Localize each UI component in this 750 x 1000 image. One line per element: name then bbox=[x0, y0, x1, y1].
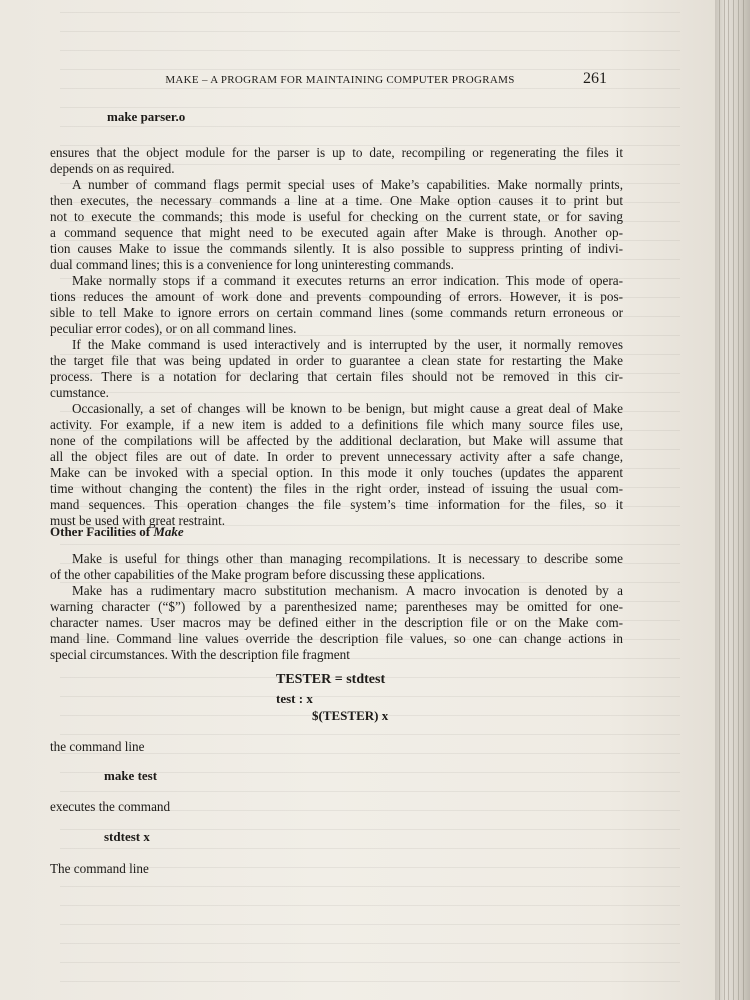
para3-line: tions reduces the amount of work done and prevents compounding of errors. However, it is pos- bbox=[50, 289, 623, 304]
para2-line: then executes, the necessary commands a line at a time. One Make option causes it to print but bbox=[50, 193, 623, 208]
text-command-line: the command line bbox=[50, 739, 145, 754]
para4-line: process. There is a notation for declaring that certain files should not be removed in this cir- bbox=[50, 369, 623, 384]
page-number: 261 bbox=[583, 70, 607, 87]
section-heading bbox=[50, 524, 184, 540]
book-page-edges bbox=[715, 0, 750, 1000]
section-heading-text: Other Facilities of bbox=[50, 524, 154, 539]
para2-line: a command sequence that might need to be executed again after Make is through. Another op- bbox=[50, 225, 623, 240]
para5-line: Occasionally, a set of changes will be known to be benign, but might cause a great deal of Make bbox=[72, 401, 623, 416]
section-heading-italic: Make bbox=[153, 524, 184, 539]
text-executes-command: executes the command bbox=[50, 799, 171, 814]
para5-line: time without changing the content) the files in the right order, instead of issuing the usual com- bbox=[50, 481, 623, 496]
code-make-test: make test bbox=[104, 768, 158, 783]
para7-line: mand line. Command line values override the description file values, so one can change actions in bbox=[50, 631, 623, 646]
para2-line: tion causes Make to issue the commands silently. It is also possible to suppress printing of indivi- bbox=[50, 241, 623, 256]
para4-line: cumstance. bbox=[50, 385, 109, 400]
para5-line: must be used with great restraint. bbox=[50, 513, 226, 528]
para3-line: sible to tell Make to ignore errors on certain command lines (some commands return erroneous or bbox=[50, 305, 623, 320]
text-the-command-line: The command line bbox=[50, 861, 149, 876]
running-head: MAKE – A PROGRAM FOR MAINTAINING COMPUTER PROGRAMS bbox=[165, 74, 515, 86]
para3-line: peculiar error codes), or on all command lines. bbox=[50, 321, 297, 336]
para5-line: Make can be invoked with a special option. In this mode it only touches (updates the apparent bbox=[50, 465, 623, 480]
code-tester-assignment: TESTER = stdtest bbox=[276, 672, 386, 687]
para4-line: the target file that was being updated in order to guarantee a clean state for restarting the Make bbox=[50, 353, 623, 368]
para1-line: depends on as required. bbox=[50, 161, 175, 176]
para2-line: not to execute the commands; this mode is useful for checking on the current state, or for saving bbox=[50, 209, 623, 224]
para5-line: mand sequences. This operation changes the file system’s time information for the files, so it bbox=[50, 497, 623, 512]
para7-line: warning character (“$”) followed by a parenthesized name; parentheses may be omitted for one- bbox=[50, 599, 623, 614]
para3-line: Make normally stops if a command it executes returns an error indication. This mode of opera- bbox=[72, 273, 623, 288]
code-test-target: test : x bbox=[276, 691, 313, 706]
para6-line: Make is useful for things other than managing recompilations. It is necessary to describe some bbox=[72, 551, 623, 566]
code-tester-invocation: $(TESTER) x bbox=[312, 708, 389, 723]
para2-line: dual command lines; this is a convenience for long uninteresting commands. bbox=[50, 257, 454, 272]
para7-line: character names. User macros may be defined either in the description file or on the Make com- bbox=[50, 615, 623, 630]
para4-line: If the Make command is used interactively and is interrupted by the user, it normally removes bbox=[72, 337, 623, 352]
code-make-parser: make parser.o bbox=[107, 109, 186, 124]
para7-line: Make has a rudimentary macro substitution mechanism. A macro invocation is denoted by a bbox=[72, 583, 623, 598]
code-stdtest-x: stdtest x bbox=[104, 829, 150, 844]
para5-line: all the object files are out of date. In order to prevent unnecessary activity after a safe change, bbox=[50, 449, 623, 464]
para2-line: A number of command flags permit special uses of Make’s capabilities. Make normally prints, bbox=[72, 177, 623, 192]
para1-line: ensures that the object module for the parser is up to date, recompiling or regenerating the files it bbox=[50, 145, 623, 160]
para7-line: special circumstances. With the description file fragment bbox=[50, 647, 350, 662]
para5-line: none of the compilations will be affected by the additional declaration, but Make will assume that bbox=[50, 433, 623, 448]
para6-line: of the other capabilities of the Make program before discussing these applications. bbox=[50, 567, 486, 582]
para5-line: activity. For example, if a new item is added to a definitions file which many source files use, bbox=[50, 417, 623, 432]
